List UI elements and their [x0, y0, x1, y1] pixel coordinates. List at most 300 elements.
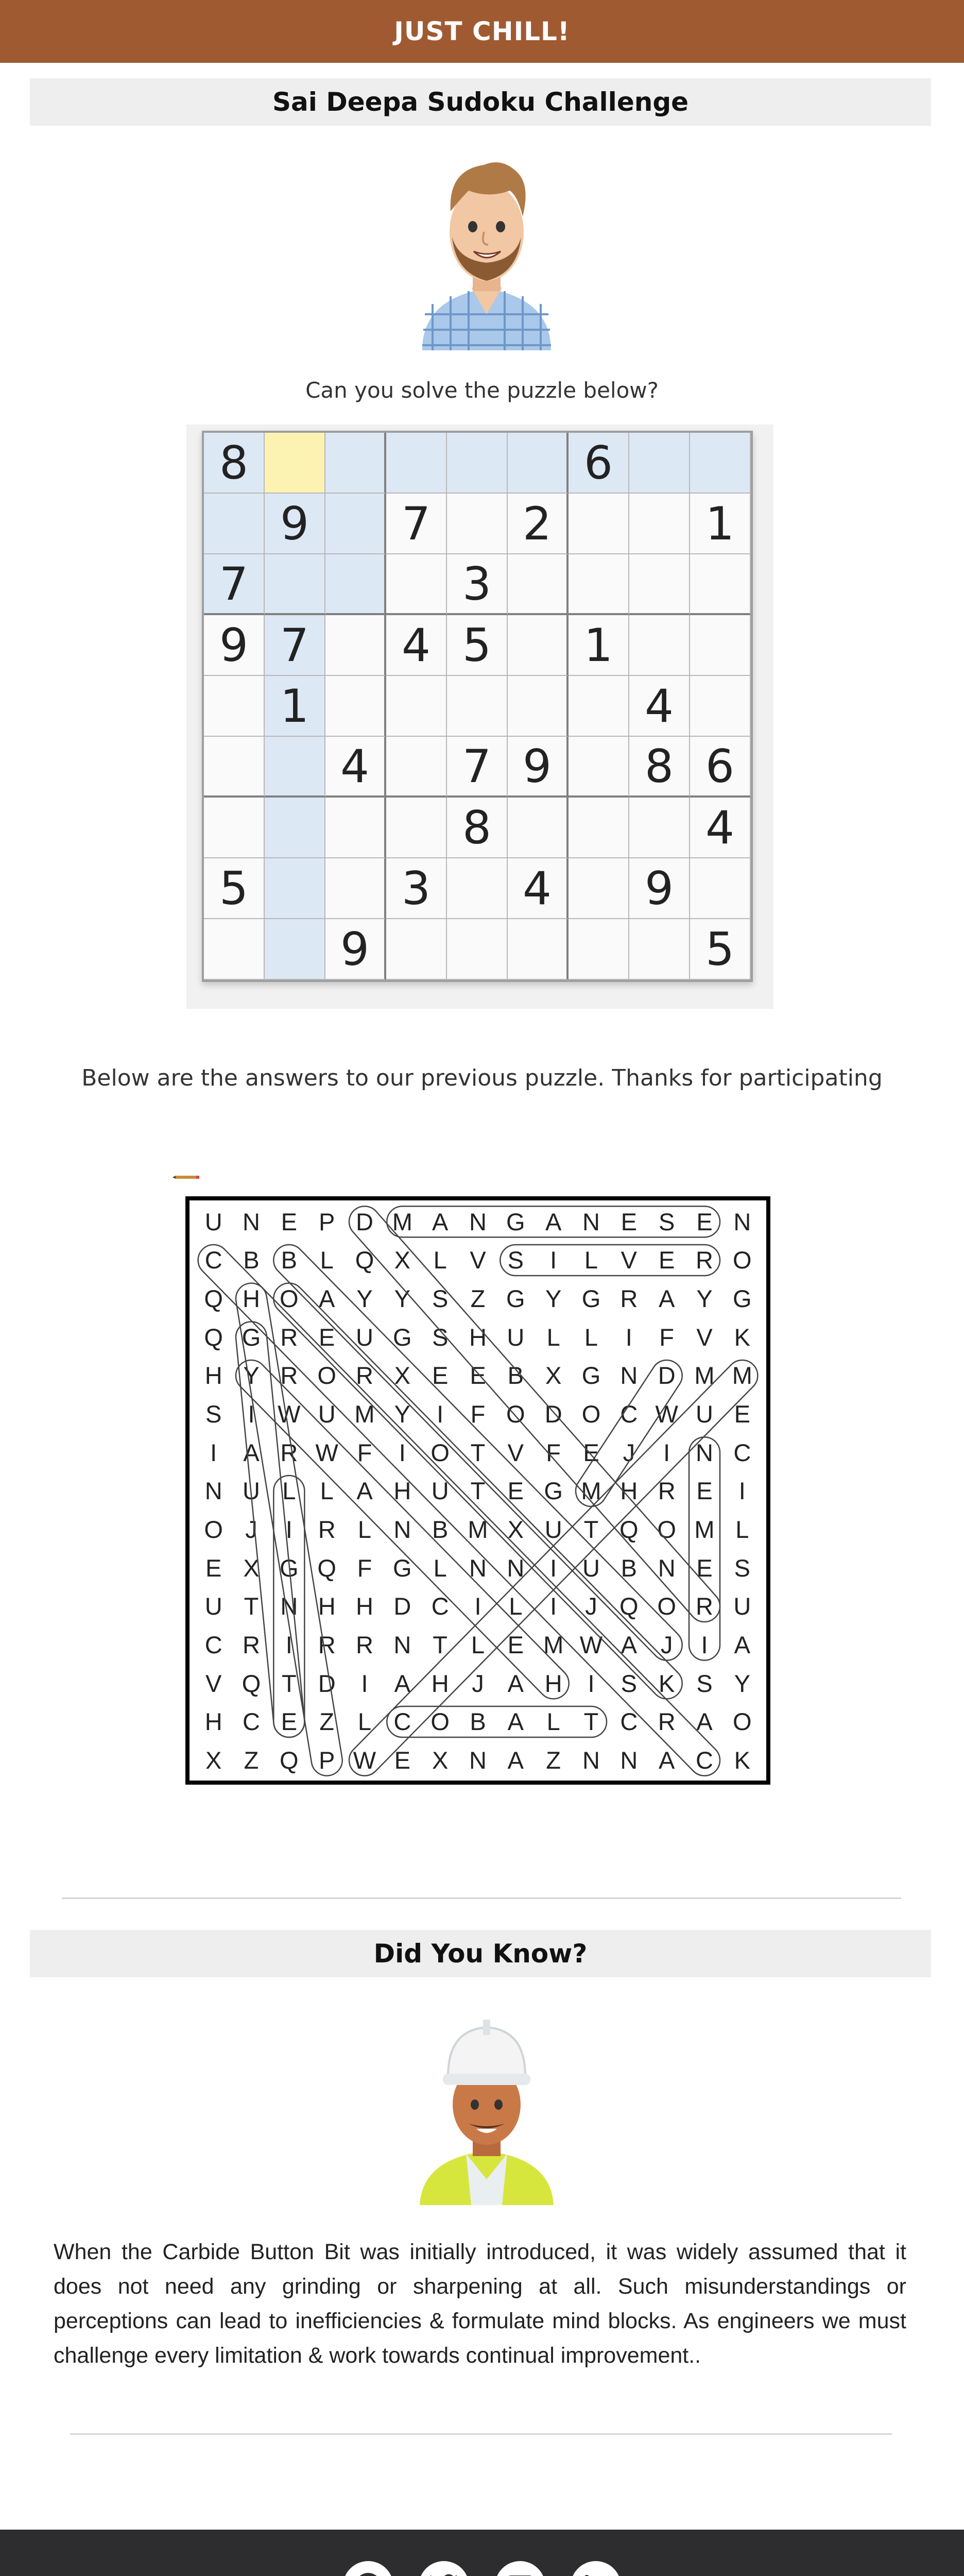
- word-search-letter: J: [660, 1631, 673, 1659]
- sudoku-cell[interactable]: [265, 433, 325, 494]
- word-search-letter: U: [431, 1477, 449, 1505]
- sudoku-cell[interactable]: 5: [447, 615, 508, 676]
- word-search-letter: M: [694, 1362, 715, 1389]
- word-search-letter: C: [204, 1246, 222, 1274]
- word-search-letter: S: [734, 1554, 750, 1582]
- word-search-letter: G: [242, 1323, 261, 1351]
- word-search-letter: C: [204, 1631, 222, 1659]
- word-search-letter: N: [582, 1747, 600, 1774]
- word-search-letter: N: [582, 1208, 600, 1235]
- word-search-letter: Q: [280, 1747, 299, 1774]
- word-search-letter: G: [581, 1362, 601, 1389]
- word-search-letter: I: [738, 1477, 746, 1505]
- word-search-letter: C: [733, 1438, 751, 1466]
- word-search-letter: L: [357, 1708, 372, 1736]
- word-search-letter: M: [694, 1516, 715, 1544]
- sudoku-cell[interactable]: [325, 554, 386, 615]
- word-search-letter: F: [357, 1554, 372, 1582]
- sudoku-cell[interactable]: [629, 919, 690, 980]
- word-search-letter: I: [550, 1592, 557, 1620]
- word-search-letter: H: [356, 1592, 373, 1620]
- word-search-letter: T: [470, 1438, 486, 1466]
- word-search-letter: R: [318, 1631, 336, 1659]
- word-search-letter: N: [393, 1631, 411, 1659]
- word-search-letter: S: [205, 1400, 222, 1428]
- word-search-letter: H: [544, 1669, 562, 1697]
- word-search-letter: N: [620, 1362, 638, 1389]
- word-search-letter: R: [696, 1592, 713, 1620]
- word-search-letter: L: [433, 1246, 447, 1274]
- word-search-letter: E: [696, 1208, 713, 1235]
- sudoku-cell[interactable]: [265, 919, 325, 980]
- word-search-letter: L: [282, 1477, 296, 1505]
- sudoku-cell[interactable]: 1: [569, 615, 629, 676]
- did-you-know-text: When the Carbide Button Bit was initially introduced, it was widely assumed that it does not need any grinding or sharpening at all. Such misunderstandings or perceptions can lead to inefficiencies & formulate mind blocks. As engineers we must challenge every limitation & work towards continual improvement..: [54, 2240, 906, 2368]
- sudoku-cell[interactable]: [265, 858, 325, 919]
- sudoku-cell[interactable]: [386, 433, 447, 494]
- word-search-letter: B: [507, 1362, 524, 1389]
- word-search-letter: E: [205, 1554, 222, 1582]
- word-search-letter: L: [433, 1554, 447, 1582]
- sudoku-board-container: [186, 425, 773, 1009]
- sudoku-cell[interactable]: [204, 494, 265, 554]
- word-search-letter: R: [658, 1708, 676, 1736]
- word-search-letter: B: [470, 1708, 486, 1736]
- sudoku-cell[interactable]: [508, 919, 569, 980]
- word-search-letter: X: [545, 1362, 562, 1389]
- word-search-letter: L: [320, 1246, 334, 1274]
- banner-title: JUST CHILL!: [394, 16, 570, 46]
- sudoku-cell[interactable]: 7: [265, 615, 325, 676]
- word-search-letter: E: [394, 1747, 410, 1774]
- word-search-letter: I: [361, 1669, 368, 1697]
- word-search-letter: A: [507, 1708, 524, 1736]
- word-search-letter: V: [470, 1246, 486, 1274]
- engineer-illustration: [412, 2009, 561, 2205]
- word-search-grid: [195, 1202, 761, 1780]
- word-search-letter: Z: [244, 1747, 259, 1774]
- sudoku-cell[interactable]: [447, 676, 508, 737]
- sudoku-cell[interactable]: [265, 798, 325, 858]
- sudoku-cell[interactable]: [569, 858, 629, 919]
- sudoku-cell[interactable]: 5: [204, 858, 265, 919]
- sudoku-cell[interactable]: [325, 615, 386, 676]
- sudoku-cell[interactable]: [569, 919, 629, 980]
- word-search-letter: Y: [696, 1285, 713, 1313]
- word-search-letter: L: [320, 1477, 334, 1505]
- twitter-icon: [429, 2574, 458, 2576]
- sudoku-cell[interactable]: 6: [690, 737, 751, 798]
- word-search-letter: T: [470, 1477, 486, 1505]
- top-banner: [0, 0, 964, 63]
- word-search-letter: P: [318, 1208, 335, 1235]
- word-search-letter: K: [734, 1323, 750, 1351]
- word-search-letter: A: [658, 1285, 675, 1313]
- word-search-letter: A: [696, 1708, 713, 1736]
- sudoku-cell[interactable]: 9: [265, 494, 325, 554]
- word-search-letter: Y: [394, 1285, 410, 1313]
- sudoku-cell[interactable]: [569, 554, 629, 615]
- word-search-letter: Z: [470, 1285, 486, 1313]
- word-search-letter: Q: [204, 1285, 223, 1313]
- word-search-letter: O: [431, 1708, 450, 1736]
- sudoku-section-title: Sai Deepa Sudoku Challenge: [272, 87, 689, 117]
- sudoku-cell[interactable]: [508, 433, 569, 494]
- word-search-letter: E: [507, 1477, 524, 1505]
- word-search-board: [185, 1196, 770, 1785]
- sudoku-prompt: Can you solve the puzzle below?: [305, 378, 659, 403]
- word-search-letter: M: [354, 1400, 375, 1428]
- word-search-letter: V: [507, 1438, 524, 1466]
- word-search-letter: Y: [243, 1362, 260, 1389]
- word-search-letter: Q: [242, 1669, 261, 1697]
- word-search-letter: B: [621, 1554, 637, 1582]
- sudoku-cell[interactable]: [447, 858, 508, 919]
- section-divider: [62, 1897, 901, 1899]
- sudoku-cell[interactable]: [508, 615, 569, 676]
- sudoku-cell[interactable]: [690, 615, 751, 676]
- did-you-know-title: Did You Know?: [373, 1939, 588, 1969]
- sudoku-cell[interactable]: 4: [690, 798, 751, 858]
- word-search-letter: N: [243, 1208, 260, 1235]
- sudoku-cell[interactable]: 4: [325, 737, 386, 798]
- word-search-letter: C: [696, 1747, 713, 1774]
- word-search-letter: I: [588, 1669, 595, 1697]
- sudoku-cell[interactable]: 8: [629, 737, 690, 798]
- word-search-letter: Q: [317, 1554, 336, 1582]
- word-search-letter: F: [546, 1438, 561, 1466]
- sudoku-grid: [202, 431, 753, 982]
- word-search-letter: C: [243, 1708, 260, 1736]
- word-search-letter: N: [469, 1554, 487, 1582]
- sudoku-cell[interactable]: [386, 737, 447, 798]
- word-search-letter: I: [550, 1554, 557, 1582]
- word-search-letter: R: [280, 1362, 298, 1389]
- sudoku-cell[interactable]: [265, 737, 325, 798]
- word-search-letter: Z: [546, 1747, 561, 1774]
- sudoku-cell[interactable]: [690, 858, 751, 919]
- sudoku-cell[interactable]: [690, 433, 751, 494]
- word-search-letter: K: [658, 1669, 675, 1697]
- word-search-letter: R: [243, 1631, 260, 1659]
- sudoku-cell[interactable]: 9: [325, 919, 386, 980]
- word-search-letter: B: [243, 1246, 260, 1274]
- sudoku-cell[interactable]: [569, 737, 629, 798]
- word-search-letter: O: [431, 1438, 450, 1466]
- sudoku-cell[interactable]: 9: [508, 737, 569, 798]
- word-search-letter: E: [470, 1362, 486, 1389]
- word-search-letter: N: [469, 1747, 487, 1774]
- sudoku-cell[interactable]: 6: [569, 433, 629, 494]
- sudoku-cell[interactable]: [629, 554, 690, 615]
- word-search-letter: M: [543, 1631, 564, 1659]
- word-search-letter: N: [733, 1208, 751, 1235]
- word-search-letter: A: [507, 1669, 524, 1697]
- word-search-letter: N: [280, 1592, 298, 1620]
- word-search-letter: O: [657, 1516, 676, 1544]
- sudoku-cell[interactable]: 5: [690, 919, 751, 980]
- word-search-letter: F: [470, 1400, 486, 1428]
- word-search-letter: B: [281, 1246, 297, 1274]
- word-search-letter: S: [621, 1669, 637, 1697]
- word-search-letter: G: [280, 1554, 299, 1582]
- sudoku-cell[interactable]: [325, 433, 386, 494]
- word-search-letter: Z: [319, 1708, 335, 1736]
- sudoku-cell[interactable]: 9: [204, 615, 265, 676]
- word-search-letter: C: [393, 1708, 411, 1736]
- word-search-letter: V: [205, 1669, 222, 1697]
- word-search-letter: G: [544, 1477, 563, 1505]
- word-search-letter: A: [507, 1747, 524, 1774]
- word-search-letter: O: [506, 1400, 525, 1428]
- word-search-letter: G: [506, 1285, 525, 1313]
- sudoku-cell[interactable]: 1: [265, 676, 325, 737]
- sudoku-cell[interactable]: [690, 554, 751, 615]
- word-search-letter: L: [584, 1246, 598, 1274]
- sudoku-cell[interactable]: [204, 737, 265, 798]
- sudoku-cell[interactable]: [386, 919, 447, 980]
- word-search-letter: T: [583, 1516, 599, 1544]
- word-search-letter: J: [623, 1438, 635, 1466]
- word-search-letter: R: [620, 1285, 638, 1313]
- word-search-letter: T: [583, 1708, 599, 1736]
- word-search-letter: N: [696, 1438, 713, 1466]
- word-search-letter: I: [474, 1592, 481, 1620]
- word-search-letter: W: [579, 1631, 603, 1659]
- word-search-letter: F: [357, 1438, 372, 1466]
- word-search-letter: I: [210, 1438, 217, 1466]
- word-search-letter: T: [281, 1669, 297, 1697]
- word-search-letter: W: [315, 1438, 338, 1466]
- linkedin-icon: [583, 2574, 608, 2576]
- word-search-letter: M: [581, 1477, 601, 1505]
- word-search-letter: L: [357, 1516, 372, 1544]
- word-search-letter: O: [581, 1400, 601, 1428]
- word-search-letter: H: [431, 1669, 449, 1697]
- word-search-letter: I: [701, 1631, 708, 1659]
- word-search-letter: G: [393, 1554, 412, 1582]
- footer: [0, 2530, 964, 2576]
- word-search-letter: I: [663, 1438, 670, 1466]
- sudoku-cell[interactable]: 8: [447, 798, 508, 858]
- word-search-letter: C: [431, 1592, 449, 1620]
- word-search-letter: G: [506, 1208, 525, 1235]
- word-search-letter: H: [469, 1323, 487, 1351]
- word-search-letter: O: [204, 1516, 223, 1544]
- word-search-letter: Q: [355, 1246, 374, 1274]
- word-search-letter: A: [243, 1438, 260, 1466]
- word-search-letter: H: [204, 1708, 222, 1736]
- word-search-letter: Y: [734, 1669, 750, 1697]
- word-search-letter: E: [281, 1708, 297, 1736]
- word-search-letter: E: [432, 1362, 449, 1389]
- sudoku-cell[interactable]: [690, 676, 751, 737]
- sudoku-cell[interactable]: [629, 615, 690, 676]
- word-search-letter: S: [432, 1285, 449, 1313]
- facebook-icon: [354, 2572, 383, 2576]
- sudoku-cell[interactable]: [325, 798, 386, 858]
- word-search-letter: A: [432, 1208, 449, 1235]
- sudoku-cell[interactable]: [204, 676, 265, 737]
- word-search-letter: R: [356, 1631, 373, 1659]
- word-search-letter: U: [356, 1323, 373, 1351]
- word-search-letter: I: [437, 1400, 444, 1428]
- word-search-letter: A: [545, 1208, 562, 1235]
- sudoku-cell[interactable]: [508, 554, 569, 615]
- word-search-letter: U: [733, 1592, 751, 1620]
- word-search-letter: E: [696, 1554, 713, 1582]
- word-search-letter: O: [657, 1592, 676, 1620]
- word-search-letter: A: [734, 1631, 750, 1659]
- sudoku-cell[interactable]: 4: [508, 858, 569, 919]
- word-search-letter: Y: [356, 1285, 373, 1313]
- word-search-letter: H: [393, 1477, 411, 1505]
- word-search-letter: X: [507, 1516, 524, 1544]
- sudoku-cell[interactable]: 7: [386, 494, 447, 554]
- sudoku-cell[interactable]: [508, 798, 569, 858]
- word-search-letter: G: [733, 1285, 752, 1313]
- word-search-letter: I: [399, 1438, 406, 1466]
- word-search-letter: O: [733, 1246, 752, 1274]
- sudoku-cell[interactable]: 1: [690, 494, 751, 554]
- word-search-letter: O: [280, 1285, 299, 1313]
- word-search-letter: A: [658, 1747, 675, 1774]
- word-search-letter: N: [204, 1477, 222, 1505]
- sudoku-cell[interactable]: [569, 798, 629, 858]
- sudoku-cell[interactable]: [629, 798, 690, 858]
- word-search-letter: A: [356, 1477, 373, 1505]
- sudoku-cell[interactable]: 9: [629, 858, 690, 919]
- word-search-letter: R: [658, 1477, 676, 1505]
- word-search-letter: X: [394, 1246, 410, 1274]
- word-search-letter: W: [655, 1400, 678, 1428]
- avatar-illustration: [412, 149, 561, 350]
- word-search-letter: E: [696, 1477, 713, 1505]
- word-search-letter: G: [393, 1323, 412, 1351]
- word-search-letter: T: [244, 1592, 259, 1620]
- word-search-letter: J: [585, 1592, 597, 1620]
- word-search-letter: D: [318, 1669, 336, 1697]
- sudoku-cell[interactable]: [447, 494, 508, 554]
- word-search-letter: W: [353, 1747, 376, 1774]
- word-search-letter: D: [356, 1208, 373, 1235]
- word-search-letter: E: [318, 1323, 335, 1351]
- word-search-letter: R: [356, 1362, 373, 1389]
- word-search-letter: J: [472, 1669, 484, 1697]
- sudoku-section-header: [30, 78, 931, 126]
- word-search-letter: R: [696, 1246, 713, 1274]
- word-search-letter: L: [546, 1708, 560, 1736]
- word-search-letter: W: [278, 1400, 301, 1428]
- word-search-letter: H: [243, 1285, 260, 1313]
- sudoku-cell[interactable]: 2: [508, 494, 569, 554]
- word-search-letter: I: [248, 1400, 255, 1428]
- word-search-letter: X: [432, 1747, 449, 1774]
- sudoku-cell[interactable]: [386, 676, 447, 737]
- sudoku-cell[interactable]: [325, 494, 386, 554]
- sudoku-cell[interactable]: 8: [204, 433, 265, 494]
- sudoku-cell[interactable]: [569, 676, 629, 737]
- word-search-letter: B: [432, 1516, 449, 1544]
- sudoku-cell[interactable]: [204, 798, 265, 858]
- word-search-letter: I: [625, 1323, 632, 1351]
- word-search-letter: O: [317, 1362, 336, 1389]
- word-search-letter: U: [696, 1400, 713, 1428]
- previous-answers-caption: Below are the answers to our previous puzzle. Thanks for participating: [81, 1065, 883, 1091]
- sudoku-cell[interactable]: [447, 919, 508, 980]
- sudoku-cell[interactable]: 3: [447, 554, 508, 615]
- sudoku-cell[interactable]: [508, 676, 569, 737]
- word-search-letter: E: [734, 1400, 750, 1428]
- word-search-letter: E: [583, 1438, 599, 1466]
- word-search-letter: A: [394, 1669, 410, 1697]
- word-search-letter: S: [658, 1208, 675, 1235]
- word-search-letter: O: [733, 1708, 752, 1736]
- word-search-letter: U: [507, 1323, 525, 1351]
- word-search-letter: U: [243, 1477, 260, 1505]
- sudoku-cell[interactable]: 7: [204, 554, 265, 615]
- word-search-letter: U: [544, 1516, 562, 1544]
- sudoku-cell[interactable]: [265, 554, 325, 615]
- word-search-letter: M: [468, 1516, 488, 1544]
- word-search-letter: E: [281, 1208, 297, 1235]
- word-search-letter: E: [621, 1208, 637, 1235]
- word-search-letter: Y: [545, 1285, 562, 1313]
- word-search-letter: C: [620, 1400, 638, 1428]
- section-divider-2: [70, 2433, 892, 2435]
- sudoku-cell[interactable]: 7: [447, 737, 508, 798]
- word-search-letter: E: [507, 1631, 524, 1659]
- word-search-letter: N: [393, 1516, 411, 1544]
- word-search-letter: G: [581, 1285, 601, 1313]
- word-search-letter: V: [621, 1246, 637, 1274]
- sudoku-cell[interactable]: 4: [386, 615, 447, 676]
- word-search-letter: N: [620, 1747, 638, 1774]
- word-search-letter: T: [433, 1631, 448, 1659]
- word-search-letter: V: [696, 1323, 713, 1351]
- sudoku-cell[interactable]: [629, 494, 690, 554]
- sudoku-cell[interactable]: [629, 433, 690, 494]
- word-search-letter: P: [318, 1747, 335, 1774]
- word-search-letter: U: [204, 1592, 222, 1620]
- word-search-letter: C: [620, 1708, 638, 1736]
- word-search-letter: L: [735, 1516, 749, 1544]
- sudoku-cell[interactable]: [204, 919, 265, 980]
- sudoku-cell[interactable]: [447, 433, 508, 494]
- word-search-letter: L: [584, 1323, 598, 1351]
- word-search-letter: L: [546, 1323, 560, 1351]
- word-search-letter: A: [318, 1285, 335, 1313]
- word-search-letter: X: [205, 1747, 222, 1774]
- sudoku-cell[interactable]: [386, 554, 447, 615]
- sudoku-cell[interactable]: 3: [386, 858, 447, 919]
- sudoku-cell[interactable]: [569, 494, 629, 554]
- word-search-letter: I: [285, 1631, 292, 1659]
- word-search-letter: R: [318, 1516, 336, 1544]
- word-search-letter: J: [245, 1516, 257, 1544]
- sudoku-cell[interactable]: [325, 676, 386, 737]
- word-search-letter: L: [509, 1592, 523, 1620]
- word-search-letter: N: [658, 1554, 676, 1582]
- word-search-letter: D: [544, 1400, 562, 1428]
- word-search-letter: E: [658, 1246, 675, 1274]
- sudoku-cell[interactable]: [325, 858, 386, 919]
- word-search-letter: I: [550, 1246, 557, 1274]
- word-search-letter: F: [659, 1323, 675, 1351]
- sudoku-cell[interactable]: 4: [629, 676, 690, 737]
- word-search-letter: X: [394, 1362, 410, 1389]
- sudoku-cell[interactable]: [386, 798, 447, 858]
